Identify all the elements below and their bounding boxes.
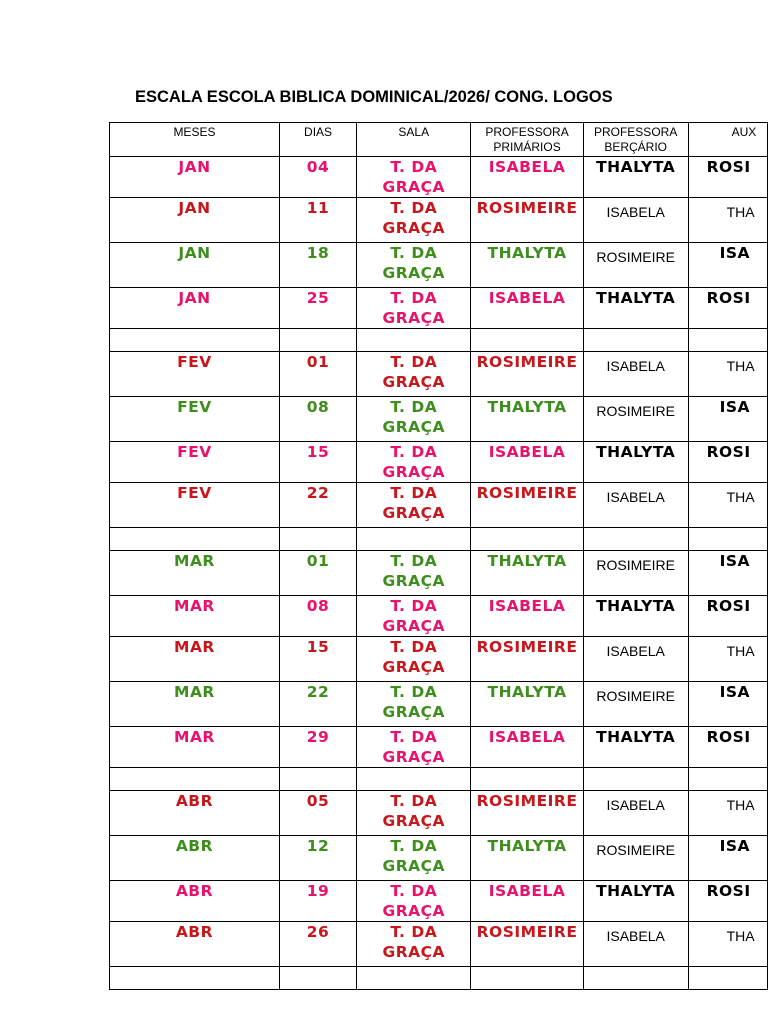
cell-professora-primarios-text: THALYTA	[487, 398, 567, 416]
cell-dia	[279, 352, 356, 397]
cell-aux-text: THA	[726, 797, 755, 813]
cell-mes	[110, 243, 280, 288]
empty-cell	[279, 967, 356, 990]
schedule-row	[110, 198, 768, 243]
empty-cell	[110, 768, 280, 791]
cell-sala	[357, 551, 471, 596]
cell-sala-text: T. DA GRAÇA	[382, 244, 446, 282]
empty-cell	[279, 528, 356, 551]
cell-professora-bercario	[583, 157, 688, 198]
cell-mes	[110, 157, 280, 198]
cell-mes	[110, 881, 280, 922]
cell-mes	[110, 483, 280, 528]
empty-cell	[357, 768, 471, 791]
empty-cell	[583, 329, 688, 352]
cell-professora-primarios	[471, 397, 583, 442]
cell-professora-bercario-text: ISABELA	[606, 797, 665, 813]
cell-professora-primarios-text: ROSIMEIRE	[476, 353, 578, 371]
cell-professora-bercario-text: THALYTA	[596, 597, 676, 615]
cell-dia	[279, 288, 356, 329]
cell-mes-text: JAN	[178, 289, 211, 307]
cell-professora-primarios	[471, 791, 583, 836]
cell-professora-primarios-text: ROSIMEIRE	[476, 792, 578, 810]
empty-cell	[110, 528, 280, 551]
cell-dia-text: 12	[306, 837, 330, 855]
cell-aux	[688, 836, 767, 881]
spacer-row	[110, 967, 768, 990]
cell-professora-bercario	[583, 836, 688, 881]
cell-sala	[357, 442, 471, 483]
cell-mes	[110, 682, 280, 727]
cell-professora-bercario-text: ROSIMEIRE	[596, 249, 675, 265]
cell-professora-primarios	[471, 198, 583, 243]
cell-sala-text: T. DA GRAÇA	[382, 728, 446, 766]
cell-aux	[688, 791, 767, 836]
cell-sala	[357, 596, 471, 637]
schedule-row	[110, 637, 768, 682]
schedule-row	[110, 442, 768, 483]
cell-professora-primarios	[471, 352, 583, 397]
empty-cell	[279, 329, 356, 352]
cell-dia-text: 22	[306, 683, 330, 701]
empty-cell	[110, 329, 280, 352]
cell-professora-primarios	[471, 637, 583, 682]
cell-dia	[279, 596, 356, 637]
cell-professora-primarios	[471, 727, 583, 768]
cell-aux-text: ISA	[719, 552, 750, 570]
cell-aux-text: ISA	[719, 244, 750, 262]
cell-professora-primarios	[471, 243, 583, 288]
cell-dia	[279, 727, 356, 768]
cell-professora-bercario-text: THALYTA	[596, 289, 676, 307]
schedule-row	[110, 791, 768, 836]
cell-sala-text: T. DA GRAÇA	[382, 398, 446, 436]
cell-sala-text: T. DA GRAÇA	[382, 353, 446, 391]
cell-professora-bercario	[583, 682, 688, 727]
cell-aux	[688, 551, 767, 596]
cell-professora-bercario	[583, 483, 688, 528]
cell-mes-text: JAN	[178, 158, 211, 176]
cell-professora-primarios	[471, 682, 583, 727]
cell-professora-primarios	[471, 596, 583, 637]
cell-sala-text: T. DA GRAÇA	[382, 597, 446, 635]
schedule-row	[110, 682, 768, 727]
cell-mes-text: MAR	[174, 683, 215, 701]
header-meses: MESES	[110, 123, 280, 157]
cell-dia-text: 19	[306, 882, 330, 900]
cell-mes-text: FEV	[177, 398, 212, 416]
cell-dia	[279, 483, 356, 528]
cell-professora-bercario-text: THALYTA	[596, 158, 676, 176]
cell-aux-text: ISA	[719, 837, 750, 855]
cell-professora-primarios-text: THALYTA	[487, 244, 567, 262]
cell-mes-text: JAN	[178, 199, 211, 217]
cell-dia-text: 11	[306, 199, 330, 217]
cell-dia-text: 01	[306, 552, 330, 570]
cell-aux-text: THA	[726, 928, 755, 944]
cell-dia-text: 01	[306, 353, 330, 371]
cell-professora-primarios-text: ISABELA	[488, 728, 566, 746]
cell-dia-text: 08	[306, 398, 330, 416]
cell-professora-bercario	[583, 922, 688, 967]
schedule-row	[110, 922, 768, 967]
cell-aux	[688, 596, 767, 637]
cell-professora-primarios-text: THALYTA	[487, 683, 567, 701]
cell-professora-bercario-text: ISABELA	[606, 643, 665, 659]
cell-dia-text: 18	[306, 244, 330, 262]
cell-sala-text: T. DA GRAÇA	[382, 792, 446, 830]
cell-sala	[357, 727, 471, 768]
schedule-row	[110, 551, 768, 596]
cell-professora-primarios	[471, 483, 583, 528]
cell-professora-bercario	[583, 397, 688, 442]
spacer-row	[110, 329, 768, 352]
empty-cell	[471, 528, 583, 551]
spacer-row	[110, 528, 768, 551]
cell-professora-primarios-text: ISABELA	[488, 443, 566, 461]
cell-dia	[279, 791, 356, 836]
cell-sala	[357, 288, 471, 329]
cell-mes	[110, 551, 280, 596]
cell-aux-text: ISA	[719, 683, 750, 701]
cell-aux-text: ROSI	[706, 728, 751, 746]
cell-aux-text: ROSI	[706, 158, 751, 176]
cell-professora-bercario-text: ROSIMEIRE	[596, 557, 675, 573]
empty-cell	[357, 329, 471, 352]
cell-professora-bercario	[583, 288, 688, 329]
cell-aux	[688, 198, 767, 243]
cell-sala	[357, 352, 471, 397]
cell-aux-text: ISA	[719, 398, 750, 416]
cell-sala	[357, 483, 471, 528]
cell-professora-bercario-text: ISABELA	[606, 358, 665, 374]
header-row	[110, 123, 768, 157]
cell-professora-bercario-text: ROSIMEIRE	[596, 842, 675, 858]
cell-sala	[357, 397, 471, 442]
cell-mes-text: MAR	[174, 552, 215, 570]
cell-sala-text: T. DA GRAÇA	[382, 158, 446, 196]
cell-sala	[357, 836, 471, 881]
schedule-table	[109, 122, 768, 990]
cell-professora-primarios-text: ROSIMEIRE	[476, 199, 578, 217]
empty-cell	[279, 768, 356, 791]
cell-mes	[110, 791, 280, 836]
cell-professora-bercario	[583, 551, 688, 596]
cell-sala	[357, 637, 471, 682]
cell-professora-primarios	[471, 836, 583, 881]
cell-aux-text: THA	[726, 489, 755, 505]
cell-professora-bercario	[583, 881, 688, 922]
cell-dia-text: 22	[306, 484, 330, 502]
cell-dia-text: 08	[306, 597, 330, 615]
cell-mes	[110, 836, 280, 881]
cell-professora-bercario-text: ROSIMEIRE	[596, 403, 675, 419]
schedule-row	[110, 881, 768, 922]
cell-aux-text: ROSI	[706, 443, 751, 461]
cell-mes	[110, 288, 280, 329]
cell-aux	[688, 288, 767, 329]
empty-cell	[583, 528, 688, 551]
cell-mes-text: ABR	[175, 923, 214, 941]
cell-dia-text: 25	[306, 289, 330, 307]
cell-sala	[357, 157, 471, 198]
cell-mes-text: ABR	[175, 792, 214, 810]
cell-professora-primarios	[471, 881, 583, 922]
header-sala: SALA	[357, 123, 471, 157]
cell-sala-text: T. DA GRAÇA	[382, 923, 446, 961]
cell-professora-primarios-text: THALYTA	[487, 552, 567, 570]
cell-dia	[279, 397, 356, 442]
cell-mes-text: MAR	[174, 597, 215, 615]
cell-mes	[110, 596, 280, 637]
schedule-row	[110, 596, 768, 637]
cell-mes-text: ABR	[175, 837, 214, 855]
cell-mes	[110, 922, 280, 967]
cell-sala-text: T. DA GRAÇA	[382, 484, 446, 522]
cell-sala	[357, 682, 471, 727]
cell-dia	[279, 551, 356, 596]
cell-professora-primarios-text: ISABELA	[488, 882, 566, 900]
schedule-row	[110, 727, 768, 768]
cell-sala	[357, 198, 471, 243]
cell-professora-primarios-text: ROSIMEIRE	[476, 923, 578, 941]
cell-sala	[357, 243, 471, 288]
cell-dia-text: 29	[306, 728, 330, 746]
cell-professora-bercario-text: ISABELA	[606, 489, 665, 505]
schedule-row	[110, 483, 768, 528]
cell-professora-primarios-text: ROSIMEIRE	[476, 484, 578, 502]
cell-dia	[279, 637, 356, 682]
cell-dia	[279, 881, 356, 922]
schedule-row	[110, 243, 768, 288]
cell-professora-bercario-text: ISABELA	[606, 204, 665, 220]
schedule-body	[110, 157, 768, 990]
cell-professora-bercario-text: THALYTA	[596, 443, 676, 461]
cell-dia-text: 26	[306, 923, 330, 941]
cell-aux	[688, 352, 767, 397]
cell-sala-text: T. DA GRAÇA	[382, 199, 446, 237]
empty-cell	[471, 768, 583, 791]
cell-professora-primarios-text: ROSIMEIRE	[476, 638, 578, 656]
schedule-row	[110, 352, 768, 397]
page-title: ESCALA ESCOLA BIBLICA DOMINICAL/2026/ CONG. LOGOS	[135, 88, 613, 106]
cell-dia-text: 15	[306, 638, 330, 656]
cell-dia	[279, 157, 356, 198]
cell-dia	[279, 682, 356, 727]
cell-dia	[279, 198, 356, 243]
empty-cell	[688, 528, 767, 551]
cell-mes-text: JAN	[178, 244, 211, 262]
cell-professora-bercario	[583, 243, 688, 288]
empty-cell	[471, 329, 583, 352]
cell-mes-text: ABR	[175, 882, 214, 900]
cell-dia	[279, 922, 356, 967]
empty-cell	[471, 967, 583, 990]
cell-sala-text: T. DA GRAÇA	[382, 882, 446, 920]
spacer-row	[110, 768, 768, 791]
cell-mes-text: MAR	[174, 728, 215, 746]
cell-mes-text: FEV	[177, 353, 212, 371]
cell-sala-text: T. DA GRAÇA	[382, 837, 446, 875]
cell-mes	[110, 352, 280, 397]
cell-professora-bercario-text: ISABELA	[606, 928, 665, 944]
cell-professora-primarios	[471, 551, 583, 596]
cell-aux-text: THA	[726, 358, 755, 374]
cell-professora-primarios-text: ISABELA	[488, 597, 566, 615]
cell-mes	[110, 397, 280, 442]
empty-cell	[357, 967, 471, 990]
empty-cell	[110, 967, 280, 990]
empty-cell	[688, 768, 767, 791]
cell-professora-primarios	[471, 922, 583, 967]
cell-professora-primarios	[471, 442, 583, 483]
cell-dia	[279, 442, 356, 483]
cell-aux	[688, 397, 767, 442]
cell-mes-text: FEV	[177, 443, 212, 461]
cell-professora-primarios	[471, 157, 583, 198]
cell-aux-text: THA	[726, 204, 755, 220]
cell-mes	[110, 198, 280, 243]
cell-professora-bercario	[583, 442, 688, 483]
cell-aux-text: THA	[726, 643, 755, 659]
header-professora-primarios: PROFESSORA PRIMÁRIOS	[471, 123, 583, 157]
cell-professora-primarios-text: THALYTA	[487, 837, 567, 855]
cell-aux	[688, 483, 767, 528]
empty-cell	[583, 768, 688, 791]
schedule-row	[110, 288, 768, 329]
header-aux: AUX	[688, 123, 767, 157]
cell-aux-text: ROSI	[706, 882, 751, 900]
cell-sala	[357, 791, 471, 836]
cell-aux	[688, 922, 767, 967]
cell-professora-bercario	[583, 198, 688, 243]
cell-professora-primarios	[471, 288, 583, 329]
cell-dia	[279, 836, 356, 881]
cell-aux	[688, 243, 767, 288]
cell-professora-primarios-text: ISABELA	[488, 289, 566, 307]
cell-aux	[688, 727, 767, 768]
cell-aux	[688, 881, 767, 922]
schedule-row	[110, 157, 768, 198]
cell-professora-bercario-text: ROSIMEIRE	[596, 688, 675, 704]
cell-mes	[110, 727, 280, 768]
cell-mes	[110, 637, 280, 682]
cell-sala-text: T. DA GRAÇA	[382, 552, 446, 590]
cell-dia	[279, 243, 356, 288]
empty-cell	[357, 528, 471, 551]
cell-mes-text: MAR	[174, 638, 215, 656]
empty-cell	[583, 967, 688, 990]
cell-aux-text: ROSI	[706, 597, 751, 615]
cell-dia-text: 15	[306, 443, 330, 461]
cell-professora-bercario-text: THALYTA	[596, 882, 676, 900]
cell-sala-text: T. DA GRAÇA	[382, 638, 446, 676]
cell-dia-text: 04	[306, 158, 330, 176]
cell-sala	[357, 881, 471, 922]
cell-sala	[357, 922, 471, 967]
cell-sala-text: T. DA GRAÇA	[382, 289, 446, 327]
header-professora-bercario: PROFESSORA BERÇÁRIO	[583, 123, 688, 157]
cell-professora-bercario	[583, 352, 688, 397]
cell-professora-bercario	[583, 791, 688, 836]
cell-aux-text: ROSI	[706, 289, 751, 307]
cell-mes	[110, 442, 280, 483]
cell-professora-bercario-text: THALYTA	[596, 728, 676, 746]
cell-dia-text: 05	[306, 792, 330, 810]
cell-professora-bercario	[583, 637, 688, 682]
empty-cell	[688, 967, 767, 990]
cell-sala-text: T. DA GRAÇA	[382, 683, 446, 721]
cell-professora-bercario	[583, 727, 688, 768]
header-dias: DIAS	[279, 123, 356, 157]
cell-aux	[688, 442, 767, 483]
schedule-row	[110, 836, 768, 881]
cell-aux	[688, 157, 767, 198]
cell-aux	[688, 682, 767, 727]
cell-sala-text: T. DA GRAÇA	[382, 443, 446, 481]
cell-professora-primarios-text: ISABELA	[488, 158, 566, 176]
empty-cell	[688, 329, 767, 352]
cell-professora-bercario	[583, 596, 688, 637]
cell-aux	[688, 637, 767, 682]
schedule-row	[110, 397, 768, 442]
cell-mes-text: FEV	[177, 484, 212, 502]
